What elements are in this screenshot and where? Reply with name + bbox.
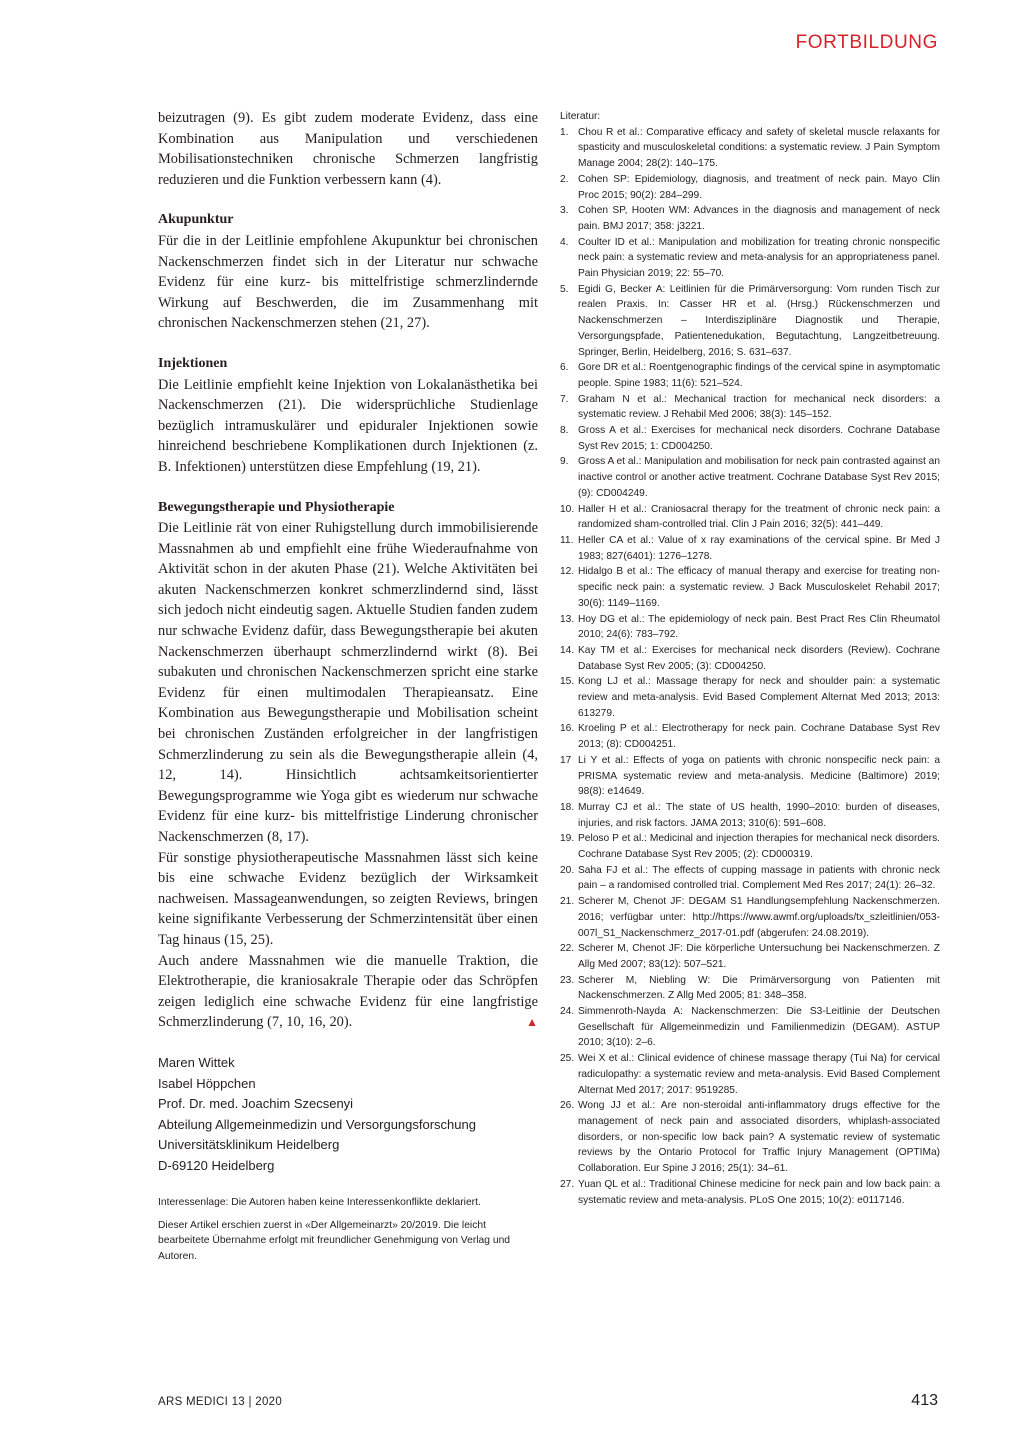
reference-item	[560, 392, 940, 423]
reference-text: Scherer M, Chenot JF: Die körperliche Untersuchung bei Nackenschmerzen. Z Allg Med 2007; 83(12): 507–521.	[578, 943, 940, 970]
reference-number: 8.	[560, 425, 569, 437]
references-column	[560, 109, 940, 1208]
reference-text: Gross A et al.: Exercises for mechanical neck disorders. Cochrane Database Syst Rev 2015; 1: CD004250.	[578, 425, 940, 452]
reference-number: 19.	[560, 833, 575, 845]
reference-item	[560, 1004, 940, 1051]
paragraph-bewegungstherapie-1: Die Leitlinie rät von einer Ruhigstellung durch immobilisierende Massnahmen ab und empfiehlt eine frühe Wiederaufnahme von Aktivität schon in der akuten Phase (21). Welche Aktivitäten bei akuten Nackenschmerzen konkret schmerzlindernd sind, lässt sich jedoch nicht eindeutig sagen. Aktuelle Studien fanden zudem nur schwache Evidenz dafür, dass Bewegungstherapie bei akuten Nackenschmerzen überhaupt schmerzlindernd wirkt (8). Bei subakuten und chronischen Nackenschmerzen spricht eine starke Evidenz für einen multimodalen Therapieansatz. Eine Kombination aus Bewegungstherapie und Mobilisation scheint bei chronischen Zuständen erfolgreicher in der langfristigen Schmerzlinderung zu sein als die Bewegungstherapie allein (4, 12, 14). Hinsichtlich achtsamkeitsorientierter Bewegungsprogramme wie Yoga gibt es wiederum nur schwache Evidenz für eine kurz- bis mittelfristige Linderung chronischer Nackenschmerzen (8, 17).	[158, 520, 538, 845]
reference-text: Wong JJ et al.: Are non-steroidal anti-inflammatory drugs effective for the management of neck pain and associated disorders, whiplash-associated disorders, or non-specific low back pain? A systematic review of systematic reviews by the Ontario Protocol for Traffic Injury Management (OPTIMa) Collaboration. Eur Spine J 2016; 25(1): 34–61.	[578, 1100, 940, 1175]
reference-number: 13.	[560, 613, 575, 625]
paragraph-injektionen: Die Leitlinie empfiehlt keine Injektion von Lokalanästhetika bei Nackenschmerzen (21). Die widersprüchliche Studienlage bezüglich intramuskulärer und epiduraler Injektionen sowie hinreichend beschriebene Komplikationen durch Injektionen (z. B. Infektionen) unterstützen diese Empfehlung (19, 21).	[158, 376, 538, 475]
affiliation-line: D-69120 Heidelberg	[158, 1157, 275, 1173]
affiliation-line: Universitätsklinikum Heidelberg	[158, 1137, 340, 1153]
paragraph-bewegungstherapie-3-text: Auch andere Massnahmen wie die manuelle Traktion, die Elektrotherapie, die kraniosakrale Therapie oder das Schröpfen zeigen lediglich eine schwache Evidenz für eine langfristige Schmerzlinderung (7, 10, 16, 20).	[158, 952, 538, 1031]
paragraph-intro: beizutragen (9). Es gibt zudem moderate Evidenz, dass eine Kombination aus Manipulation und verschiedenen Mobilisationstechniken chronische Schmerzen langfristig reduzieren und die Funktion verbessern kann (4).	[158, 110, 538, 188]
reference-item	[560, 831, 940, 862]
reference-item	[560, 643, 940, 674]
reference-item	[560, 753, 940, 800]
reference-item	[560, 612, 940, 643]
end-triangle-icon: ▲	[526, 1015, 538, 1030]
notes-block	[158, 1195, 538, 1265]
reference-item	[560, 360, 940, 391]
reference-item	[560, 502, 940, 533]
author-line: Isabel Höppchen	[158, 1075, 256, 1091]
reference-text: Cohen SP, Hooten WM: Advances in the diagnosis and management of neck pain. BMJ 2017; 358: j3221.	[578, 205, 940, 232]
reference-number: 12.	[560, 566, 575, 578]
references-heading: Literatur:	[560, 111, 601, 122]
reference-number: 1.	[560, 126, 569, 138]
reference-text: Saha FJ et al.: The effects of cupping massage in patients with chronic neck pain – a randomised controlled trial. Complement Med Res 2017; 24(1): 26–32.	[578, 864, 940, 892]
heading-bewegungstherapie: Bewegungstherapie und Physiotherapie	[158, 499, 395, 515]
reference-text: Cohen SP: Epidemiology, diagnosis, and treatment of neck pain. Mayo Clin Proc 2015; 90(2): 284–299.	[578, 173, 940, 201]
reference-item	[560, 564, 940, 611]
reference-number: 10.	[560, 503, 575, 515]
reference-number: 20.	[560, 864, 575, 876]
reference-text: Kong LJ et al.: Massage therapy for neck and shoulder pain: a systematic review and meta-analysis. Evid Based Complement Alternat Med 2013; 2013: 613279.	[578, 676, 940, 719]
paragraph-bewegungstherapie-3	[158, 951, 538, 1033]
reference-text: Scherer M, Chenot JF: DEGAM S1 Handlungsempfehlung Nackenschmerzen. 2016; verfügbar unter: http://https://www.awmf.org/uploads/tx_szleitlinien/053-007l_S1_Nackenschmerz_2017-01.pdf (abgerufen: 24.08.2019).	[578, 896, 940, 939]
reference-number: 14.	[560, 644, 575, 656]
reference-number: 3.	[560, 205, 569, 217]
reference-text: Wei X et al.: Clinical evidence of chinese massage therapy (Tui Na) for cervical radiculopathy: a systematic review and meta-analysis. Evid Based Complement Alternat Med 2017; 2017: 9519285.	[578, 1053, 940, 1096]
reference-list	[560, 125, 940, 1209]
paragraph-akupunktur: Für die in der Leitlinie empfohlene Akupunktur bei chronischen Nackenschmerzen findet sich in der Literatur nur schwache Evidenz für eine kurz- bis mittelfristige schmerzlindernde Wirkung auf Beschwerden, die im Zusammenhang mit chronischen Nackenschmerzen stehen (21, 27).	[158, 232, 538, 332]
heading-injektionen: Injektionen	[158, 355, 228, 371]
reference-number: 27.	[560, 1178, 575, 1190]
reference-number: 26.	[560, 1100, 575, 1112]
section-label: FORTBILDUNG	[795, 32, 938, 53]
reference-text: Egidi G, Becker A: Leitlinien für die Primärversorgung: Vom runden Tisch zur realen Praxis. In: Casser HR et al. (Hrsg.) Rückenschmerzen und Nackenschmerzen – Interdisziplinäre Diagnostik und Therapie, Versorgungspfade, Patientenedukation, Begutachtung, Langzeitbetreuung. Springer, Berlin, Heidelberg, 2016; S. 631–637.	[578, 283, 940, 358]
reference-text: Graham N et al.: Mechanical traction for mechanical neck disorders: a systematic review. J Rehabil Med 2006; 38(3): 145–152.	[578, 393, 940, 421]
reference-number: 2.	[560, 173, 569, 185]
reference-number: 7.	[560, 393, 569, 405]
heading-akupunktur: Akupunktur	[158, 212, 234, 228]
reference-text: Simmenroth-Nayda A: Nackenschmerzen: Die S3-Leitlinie der Deutschen Gesellschaft für Allgemeinmedizin und Familienmedizin (DEGAM). ASTUP 2010; 3(10): 2–6.	[578, 1006, 940, 1049]
reference-item	[560, 235, 940, 282]
reference-number: 17	[560, 754, 572, 766]
reference-item	[560, 1051, 940, 1098]
reference-item	[560, 721, 940, 752]
reference-text: Hoy DG et al.: The epidemiology of neck pain. Best Pract Res Clin Rheumatol 2010; 24(6): 783–792.	[578, 613, 940, 641]
reference-text: Heller CA et al.: Value of x ray examinations of the cervical spine. Br Med J 1983; 827(6401): 1276–1278.	[578, 534, 940, 562]
reference-item	[560, 282, 940, 361]
reference-number: 6.	[560, 362, 569, 374]
page-number: 413	[911, 1392, 938, 1409]
reference-number: 16.	[560, 723, 575, 735]
reference-text: Gross A et al.: Manipulation and mobilisation for neck pain contrasted against an inactive control or another active treatment. Cochrane Database Syst Rev 2015; (9): CD004249.	[578, 456, 940, 499]
footer-journal: ARS MEDICI 13 | 2020	[158, 1396, 283, 1408]
reference-item	[560, 1098, 940, 1177]
reference-text: Hidalgo B et al.: The efficacy of manual therapy and exercise for treating non-specific neck pain: a systematic review. J Back Musculoskelet Rehabil 2017; 30(6): 1149–1169.	[578, 566, 940, 609]
reference-number: 22.	[560, 943, 575, 955]
reference-number: 15.	[560, 676, 575, 688]
reference-text: Li Y et al.: Effects of yoga on patients with chronic nonspecific neck pain: a PRISMA systematic review and meta-analysis. Medicine (Baltimore) 2019; 98(8): e14649.	[578, 754, 940, 798]
author-block	[158, 1053, 538, 1177]
reference-text: Kay TM et al.: Exercises for mechanical neck disorders (Review). Cochrane Database Syst Rev 2005; (3): CD004250.	[578, 644, 940, 672]
reference-number: 9.	[560, 456, 569, 468]
reference-number: 25.	[560, 1053, 575, 1065]
reference-item	[560, 894, 940, 941]
reference-text: Peloso P et al.: Medicinal and injection therapies for mechanical neck disorders. Cochrane Database Syst Rev 2005; (2): CD000319.	[578, 833, 940, 861]
reference-item	[560, 423, 940, 454]
reference-number: 24.	[560, 1006, 575, 1018]
reference-item	[560, 172, 940, 203]
reference-number: 4.	[560, 236, 569, 248]
reference-number: 23.	[560, 974, 575, 986]
author-line: Prof. Dr. med. Joachim Szecsenyi	[158, 1096, 354, 1112]
reference-item	[560, 941, 940, 972]
reference-item	[560, 800, 940, 831]
reference-text: Gore DR et al.: Roentgenographic findings of the cervical spine in asymptomatic people. Spine 1983; 11(6): 521–524.	[578, 362, 940, 389]
reference-text: Yuan QL et al.: Traditional Chinese medicine for neck pain and low back pain: a systematic review and meta-analysis. PLoS One 2015; 10(2): e0117146.	[578, 1178, 940, 1206]
reference-item	[560, 674, 940, 721]
affiliation-line: Abteilung Allgemeinmedizin und Versorgungsforschung	[158, 1116, 476, 1132]
reference-number: 18.	[560, 801, 575, 813]
reference-item	[560, 973, 940, 1004]
conflict-of-interest-note: Interessenlage: Die Autoren haben keine Interessenkonflikte deklariert.	[158, 1196, 481, 1208]
main-text-column	[158, 108, 538, 1272]
reference-text: Kroeling P et al.: Electrotherapy for neck pain. Cochrane Database Syst Rev 2013; (8): CD004251.	[578, 723, 940, 751]
reference-item	[560, 203, 940, 234]
reference-item	[560, 533, 940, 564]
reference-text: Haller H et al.: Craniosacral therapy for the treatment of chronic neck pain: a randomized sham-controlled trial. Clin J Pain 2016; 32(5): 441–449.	[578, 503, 940, 531]
reference-text: Scherer M, Niebling W: Die Primärversorgung von Patienten mit Nackenschmerzen. Z Allg Med 2005; 81: 348–358.	[578, 974, 940, 1002]
reference-text: Murray CJ et al.: The state of US health, 1990–2010: burden of diseases, injuries, and risk factors. JAMA 2013; 310(6): 591–608.	[578, 801, 940, 829]
author-line: Maren Wittek	[158, 1054, 235, 1070]
reference-text: Chou R et al.: Comparative efficacy and safety of skeletal muscle relaxants for spasticity and musculoskeletal conditions: a systematic review. J Pain Symptom Manage 2004; 28(2): 140–175.	[578, 126, 940, 170]
reference-item	[560, 863, 940, 894]
paragraph-bewegungstherapie-2: Für sonstige physiotherapeutische Massnahmen lässt sich keine bis eine schwache Evidenz bezüglich der Wirksamkeit nachweisen. Massageanwendungen, so zeigten Reviews, bringen keine signifikante Verbesserung der Schmerzintensität über einen Tag hinaus (15, 25).	[158, 849, 538, 948]
reference-number: 21.	[560, 896, 575, 908]
reference-number: 5.	[560, 283, 569, 295]
origin-note: Dieser Artikel erschien zuerst in «Der Allgemeinarzt» 20/2019. Die leicht bearbeitete Übernahme erfolgt mit freundlicher Genehmigung von Verlag und Autoren.	[158, 1219, 511, 1262]
reference-item	[560, 454, 940, 501]
reference-text: Coulter ID et al.: Manipulation and mobilization for treating chronic nonspecific neck pain: a systematic review and meta-analysis for an appropriateness panel. Pain Physician 2019; 22: 55–70.	[578, 236, 940, 280]
reference-item	[560, 1177, 940, 1208]
reference-item	[560, 125, 940, 172]
reference-number: 11.	[560, 534, 574, 546]
